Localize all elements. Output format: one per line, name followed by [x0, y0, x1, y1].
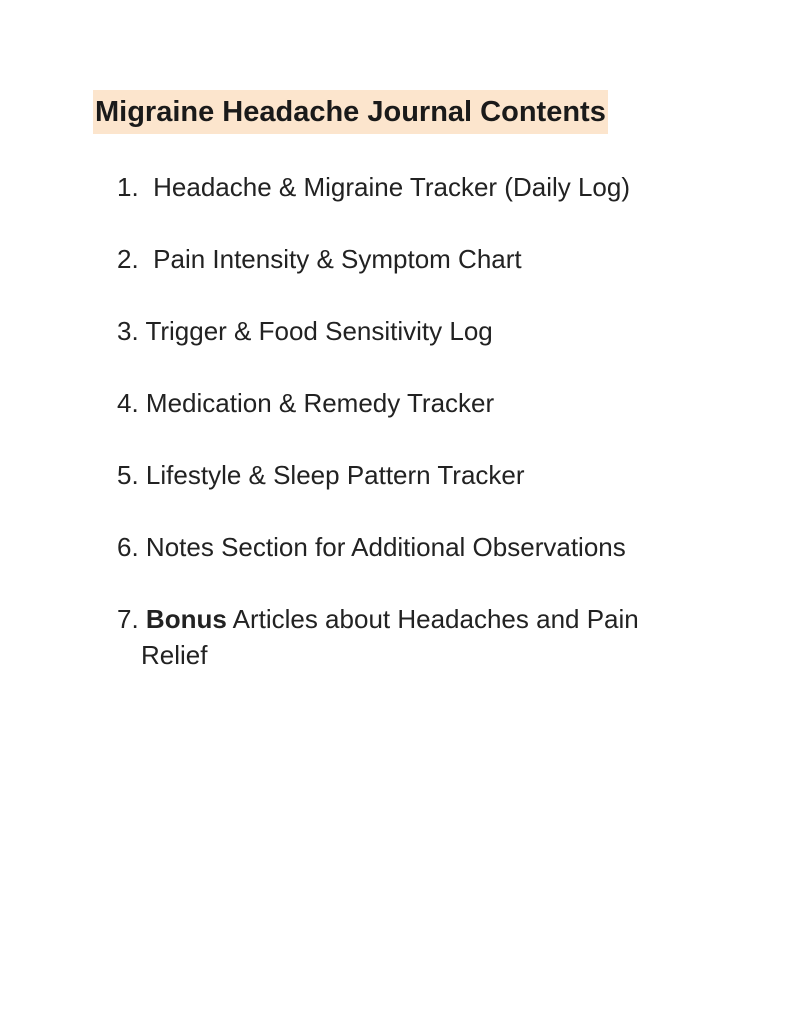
contents-item-5 [117, 457, 697, 493]
item-text: Pain Intensity & Symptom Chart [153, 244, 522, 274]
item-continuation: Relief [141, 640, 208, 670]
contents-item-2 [117, 241, 697, 277]
item-text: Trigger & Food Sensitivity Log [145, 316, 493, 346]
contents-item-6 [117, 529, 697, 565]
item-number: 3. [117, 316, 146, 346]
document-title: Migraine Headache Journal Contents [93, 90, 608, 134]
item-text: Lifestyle & Sleep Pattern Tracker [145, 460, 525, 490]
item-text: Notes Section for Additional Observations [145, 532, 626, 562]
item-text: Medication & Remedy Tracker [145, 388, 495, 418]
contents-item-4 [117, 385, 697, 421]
item-number: 1. [117, 172, 154, 202]
item-number: 4. [117, 388, 146, 418]
contents-item-3 [117, 313, 697, 349]
item-number: 2. [117, 244, 154, 274]
item-text: Headache & Migraine Tracker (Daily Log) [153, 172, 631, 202]
item-text: Articles about Headaches and Pain [226, 604, 639, 634]
item-number: 7. [117, 604, 146, 634]
contents-item-7 [117, 601, 697, 673]
item-bold-text: Bonus [145, 604, 227, 634]
item-number: 5. [117, 460, 146, 490]
item-number: 6. [117, 532, 146, 562]
contents-item-1 [117, 169, 697, 205]
